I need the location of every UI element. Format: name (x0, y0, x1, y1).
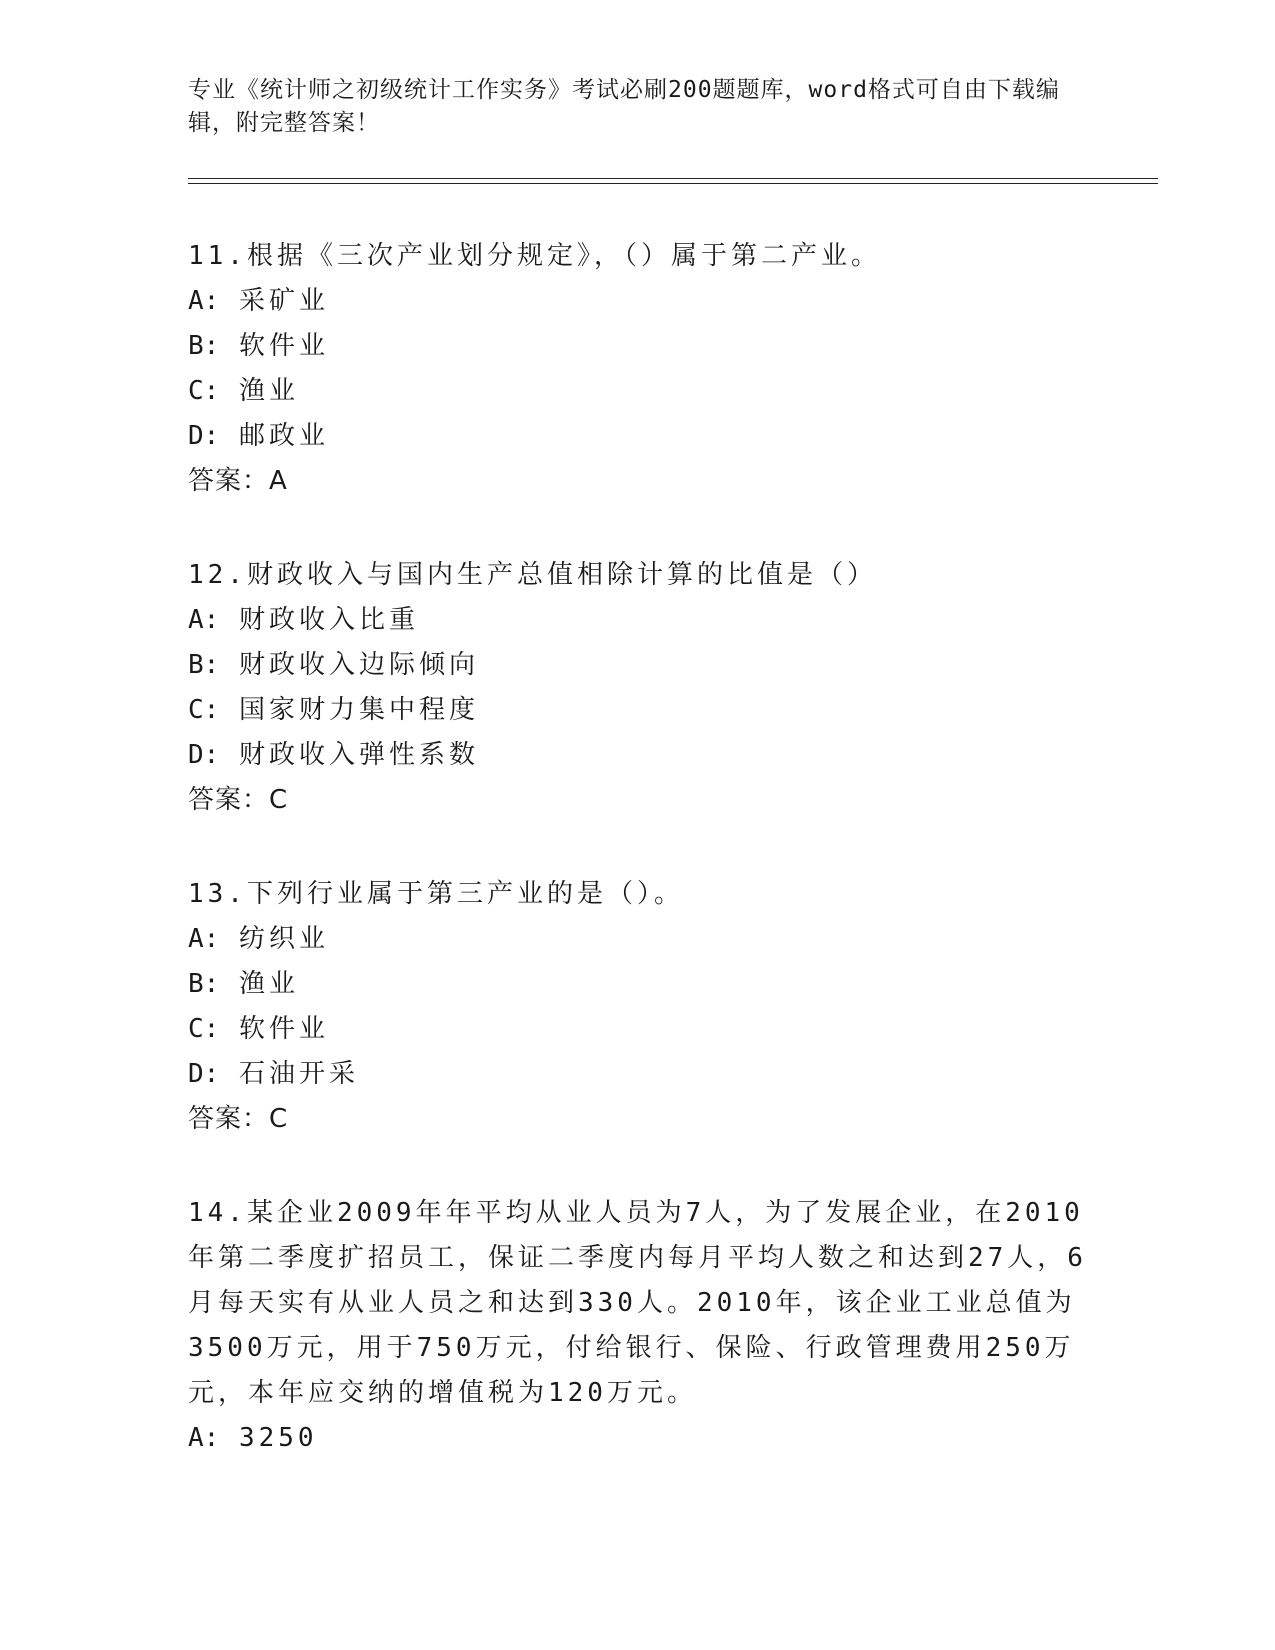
option-c (188, 1007, 1088, 1052)
option-letter: A: (188, 605, 220, 635)
option-letter: C: (188, 376, 220, 406)
option-letter: A: (188, 1423, 220, 1453)
option-text: 财政收入弹性系数 (238, 740, 479, 770)
document-header (188, 74, 1088, 140)
option-d (188, 414, 1088, 459)
question-stem: 14.某企业2009年年平均从业人员为7人，为了发展企业，在2010年第二季度扩招员工，保证二季度内每月平均人数之和达到27人，6月每天实有从业人员之和达到330人。2010年，该企业工业总值为3500万元，用于750万元，付给银行、保险、行政管理费用250万元，本年应交纳的增值税为120万元。 (188, 1198, 1087, 1408)
option-text: 渔业 (238, 969, 299, 999)
option-letter: C: (188, 1014, 220, 1044)
answer-line: 答案：C (188, 1104, 289, 1134)
option-text: 邮政业 (238, 421, 329, 451)
question-12 (188, 553, 1088, 823)
question-stem: 11.根据《三次产业划分规定》，（）属于第二产业。 (188, 241, 881, 271)
option-text: 渔业 (238, 376, 299, 406)
option-letter: A: (188, 924, 220, 954)
answer-line: 答案：C (188, 785, 289, 815)
option-text: 采矿业 (238, 286, 329, 316)
option-a (188, 279, 1088, 324)
option-letter: B: (188, 650, 220, 680)
option-c (188, 369, 1088, 414)
option-letter: B: (188, 969, 220, 999)
option-text: 3250 (238, 1423, 318, 1453)
option-letter: D: (188, 421, 220, 451)
option-a (188, 1416, 1088, 1461)
option-text: 国家财力集中程度 (238, 695, 479, 725)
header-divider-top (188, 178, 1158, 179)
option-c (188, 688, 1088, 733)
header-text: 专业《统计师之初级统计工作实务》考试必刷200题题库，word格式可自由下载编辑，附完整答案！ (188, 77, 1060, 136)
option-a (188, 917, 1088, 962)
option-a (188, 598, 1088, 643)
question-stem: 13.下列行业属于第三产业的是（）。 (188, 879, 684, 909)
option-text: 纺织业 (238, 924, 329, 954)
option-letter: A: (188, 286, 220, 316)
option-d (188, 1052, 1088, 1097)
option-letter: D: (188, 1059, 220, 1089)
option-b (188, 643, 1088, 688)
option-b (188, 324, 1088, 369)
question-14 (188, 1191, 1088, 1461)
option-letter: C: (188, 695, 220, 725)
option-letter: D: (188, 740, 220, 770)
option-d (188, 733, 1088, 778)
option-text: 软件业 (238, 331, 329, 361)
question-11 (188, 234, 1088, 504)
option-letter: B: (188, 331, 220, 361)
option-text: 财政收入比重 (238, 605, 419, 635)
option-b (188, 962, 1088, 1007)
header-divider-bottom (188, 183, 1158, 184)
option-text: 软件业 (238, 1014, 329, 1044)
question-13 (188, 872, 1088, 1142)
option-text: 石油开采 (238, 1059, 359, 1089)
option-text: 财政收入边际倾向 (238, 650, 479, 680)
question-stem: 12.财政收入与国内生产总值相除计算的比值是（） (188, 560, 877, 590)
answer-line: 答案：A (188, 466, 288, 496)
